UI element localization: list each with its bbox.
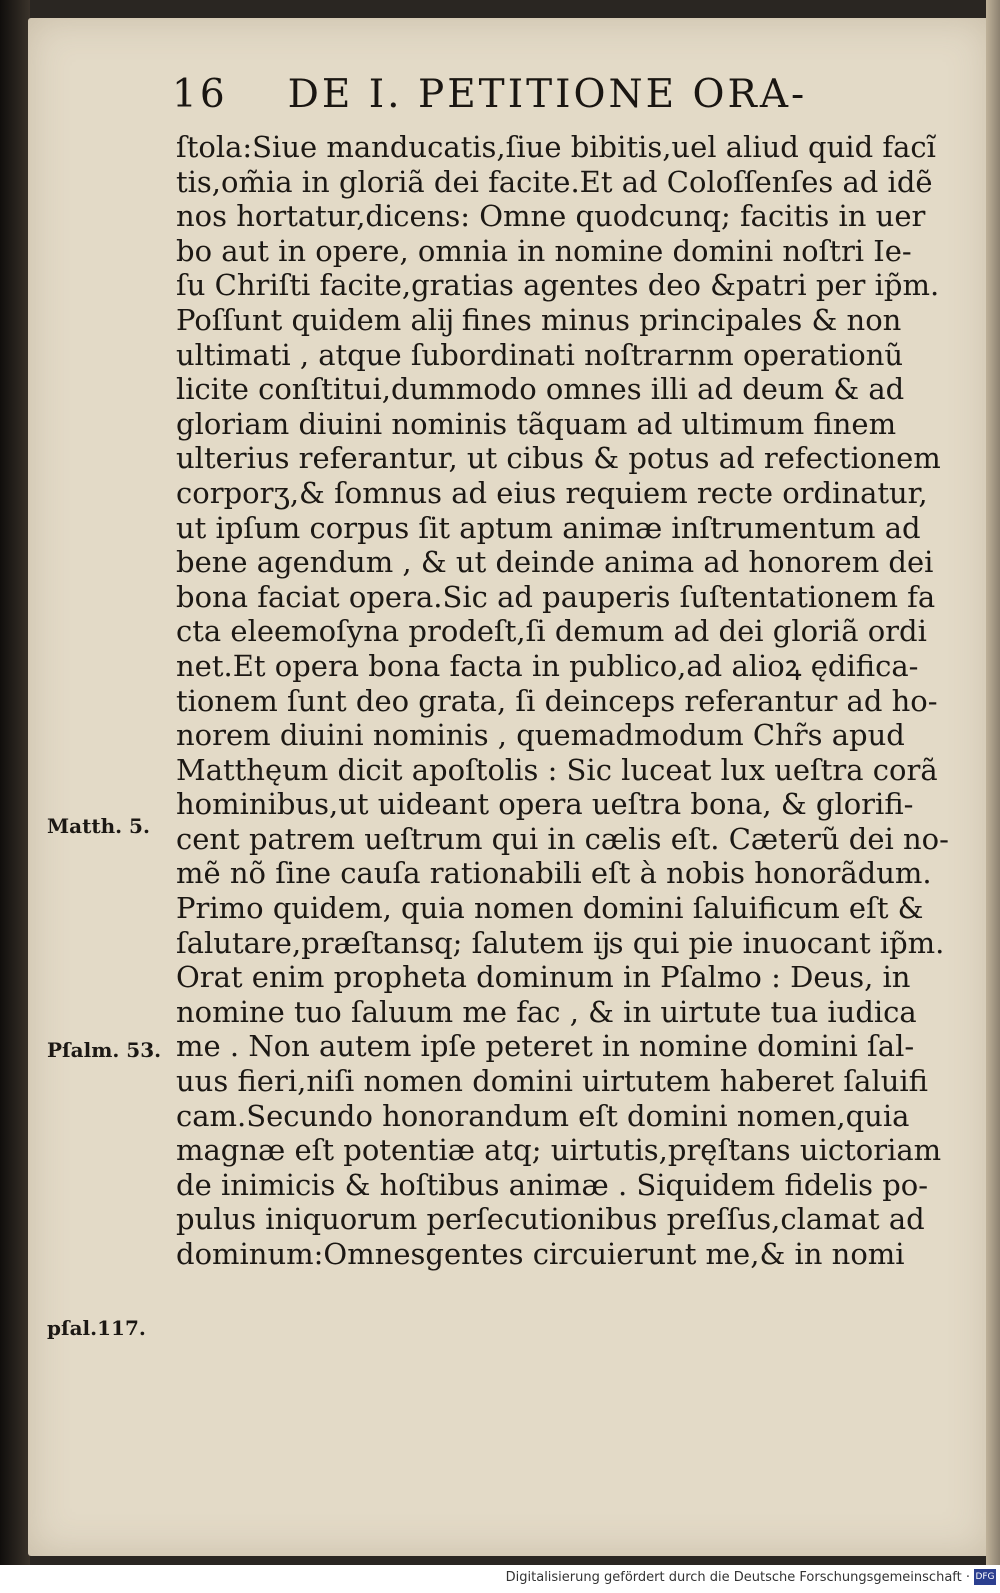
running-header	[172, 72, 807, 117]
text-line: Primo quidem, quia nomen domini ſaluificum eſt &	[176, 891, 924, 926]
text-line: ſtola:Siue manducatis,ſiue bibitis,uel aliud quid facĩ	[176, 130, 936, 164]
margin-note-psalm-117: pſal.117.	[47, 1316, 146, 1340]
footer-credit: Digitalisierung gefördert durch die Deutsche Forschungsgemeinschaft ·	[505, 1570, 970, 1585]
text-line: hominibus,ut uideant opera ueſtra bona, & glorifi-	[176, 787, 914, 822]
text-line: licite conſtitui,dummodo omnes illi ad deum & ad	[176, 372, 905, 407]
text-line: ultimati , atque ſubordinati noſtrarnm operationũ	[176, 337, 904, 372]
text-line: magnæ eſt potentiæ atq; uirtutis,pręſtans uictoriam	[176, 1133, 942, 1168]
margin-note-psalm-53: Pſalm. 53.	[47, 1038, 162, 1062]
text-line: Orat enim propheta dominum in Pſalmo : Deus, in	[176, 960, 911, 995]
text-line: de inimicis & hoſtibus animæ . Siquidem fidelis po-	[176, 1167, 929, 1202]
text-line: corporʒ,& ſomnus ad eius requiem recte ordinatur,	[176, 475, 928, 510]
text-line: ſalutare,præſtansq; ſalutem ĳs qui pie inuocant ip̃m.	[176, 925, 945, 960]
text-line: nomine tuo ſaluum me fac , & in uirtute tua iudica	[176, 994, 917, 1029]
text-line: tis,om̃ia in gloriã dei facite.Et ad Coloſſenſes ad idẽ	[176, 164, 933, 199]
text-line: norem diuini nominis , quemadmodum Chr̃s apud	[176, 718, 905, 753]
text-line: tionem ſunt deo grata, ſi deinceps referantur ad ho-	[176, 683, 938, 718]
body-text	[176, 130, 949, 1272]
text-line: ſu Chriſti facite,gratias agentes deo &patri per ip̃m.	[176, 268, 940, 303]
text-line: bo aut in opere, omnia in nomine domini noſtri Ie-	[176, 233, 912, 268]
digitization-footer	[0, 1565, 1000, 1593]
book-spine	[0, 0, 30, 1565]
text-line: nos hortatur,dicens: Omne quodcunq; facitis in uer	[176, 199, 926, 234]
text-line: Poſſunt quidem alĳ fines minus principales & non	[176, 302, 902, 337]
text-line: dominum:Omnesgentes circuierunt me,& in nomi	[176, 1237, 905, 1271]
text-line: bona faciat opera.Sic ad pauperis ſuſtentationem fa	[176, 579, 936, 614]
page-number: 16	[172, 72, 228, 117]
page-edge	[986, 0, 1000, 1565]
text-line: bene agendum , & ut deinde anima ad honorem dei	[176, 545, 934, 580]
text-line: net.Et opera bona facta in publico,ad alioꝝ ędifica-	[176, 648, 919, 683]
text-line: cent patrem ueſtrum qui in cælis eſt. Cæterũ dei no-	[176, 821, 949, 856]
text-line: uus fieri,niſi nomen domini uirtutem haberet ſaluifi	[176, 1064, 929, 1099]
text-line: me . Non autem ipſe peteret in nomine domini ſal-	[176, 1029, 915, 1064]
text-line: cam.Secundo honorandum eſt domini nomen,quia	[176, 1098, 910, 1133]
text-line: Matthęum dicit apoſtolis : Sic luceat lux ueſtra corã	[176, 752, 938, 787]
dfg-logo-icon[interactable]: DFG	[974, 1569, 996, 1585]
text-line: ulterius referantur, ut cibus & potus ad refectionem	[176, 441, 941, 476]
text-line: gloriam diuini nominis tãquam ad ultimum finem	[176, 406, 897, 441]
margin-note-matthew: Matth. 5.	[47, 814, 150, 838]
running-title: DE I. PETITIONE ORA-	[287, 72, 808, 117]
text-line: mẽ nõ ſine cauſa rationabili eſt à nobis honorãdum.	[176, 856, 932, 891]
text-line: cta eleemoſyna prodeſt,ſi demum ad dei gloriã ordi	[176, 614, 927, 649]
text-line: pulus iniquorum perſecutionibus preſſus,clamat ad	[176, 1202, 925, 1237]
text-line: ut ipſum corpus ſit aptum animæ inſtrumentum ad	[176, 510, 921, 545]
